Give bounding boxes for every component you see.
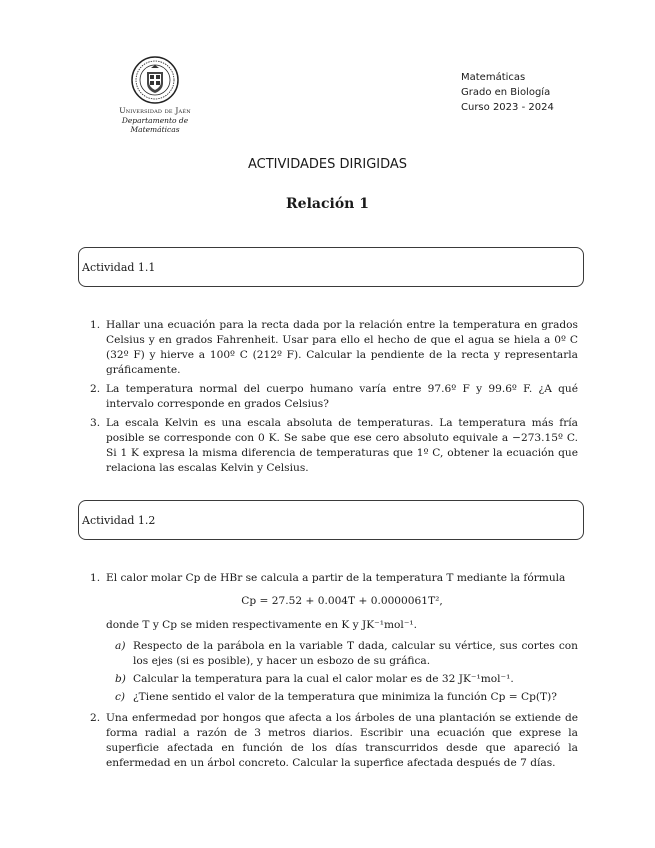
item-intro: El calor molar Cp de HBr se calcula a partir de la temperatura T mediante la fórmula bbox=[106, 572, 566, 584]
activity-1-1-box bbox=[78, 247, 584, 287]
item-number: 2. bbox=[90, 383, 101, 395]
list-item bbox=[90, 318, 578, 378]
department-name: Departamento de Matemáticas bbox=[121, 116, 189, 134]
sub-item bbox=[106, 690, 578, 705]
sub-item bbox=[106, 639, 578, 669]
activity-1-1-list bbox=[90, 318, 578, 480]
item-text: Una enfermedad por hongos que afecta a los árboles de una plantación se extiende de forma radial a razón de 3 metros diarios. Escribir una ecuación que exprese la superficie afectada en función de los días transcurridos desde que apareció la enfermedad en un árbol concreto. Calcular la superfice afectada después de 7 días. bbox=[106, 712, 578, 769]
activity-1-2-box bbox=[78, 500, 584, 540]
course-info bbox=[461, 70, 554, 115]
item-number: 1. bbox=[90, 572, 101, 584]
item-text: La temperatura normal del cuerpo humano varía entre 97.6º F y 99.6º F. ¿A qué intervalo corresponde en grados Celsius? bbox=[106, 383, 578, 410]
activity-1-1-label: Actividad 1.1 bbox=[82, 261, 156, 274]
page-title: ACTIVIDADES DIRIGIDAS bbox=[247, 157, 408, 172]
item-text: Hallar una ecuación para la recta dada por la relación entre la temperatura en grados Celsius y en grados Fahrenheit. Usar para ello el hecho de que el agua se hiela a 0º C (32º F) y hierve a 100º C (212º F). Calcular la pendiente de la recta y representarla gráficamente. bbox=[106, 319, 578, 376]
sub-item-letter: b) bbox=[115, 673, 126, 685]
sub-item-text: Respecto de la parábola en la variable T dada, calcular su vértice, sus cortes con los ejes (si es posible), y hacer un esbozo de su gráfica. bbox=[133, 640, 578, 667]
heat-capacity-formula: Cp = 27.52 + 0.004T + 0.0000061T², bbox=[241, 595, 443, 607]
university-seal-icon bbox=[131, 56, 179, 104]
sub-item-letter: c) bbox=[115, 691, 126, 703]
list-item bbox=[90, 382, 578, 412]
university-name: Universidad de Jaén bbox=[119, 106, 191, 115]
course-degree: Grado en Biología bbox=[461, 87, 551, 98]
sub-item-text: ¿Tiene sentido el valor de la temperatura que minimiza la función Cp = Cp(T)? bbox=[133, 691, 557, 703]
university-logo-block bbox=[98, 56, 212, 134]
activity-1-2-label: Actividad 1.2 bbox=[82, 514, 156, 527]
item-units-note: donde T y Cp se miden respectivamente en K y JK⁻¹mol⁻¹. bbox=[106, 619, 418, 631]
activity-1-2-list bbox=[90, 571, 578, 775]
sub-item bbox=[106, 672, 578, 687]
item-number: 2. bbox=[90, 712, 101, 724]
item-text: La escala Kelvin es una escala absoluta de temperaturas. La temperatura más fría posible se corresponde con 0 K. Se sabe que ese cero absoluto equivale a −273.15º C. Si 1 K expresa la misma diferencia de temperaturas que 1º C, obtener la ecuación que relaciona las escalas Kelvin y Celsius. bbox=[106, 417, 578, 474]
course-subject: Matemáticas bbox=[461, 72, 526, 83]
list-item bbox=[90, 571, 578, 705]
sub-item-text: Calcular la temperatura para la cual el calor molar es de 32 JK⁻¹mol⁻¹. bbox=[133, 673, 514, 685]
list-item bbox=[90, 711, 578, 771]
sub-item-letter: a) bbox=[115, 640, 126, 652]
item-number: 1. bbox=[90, 319, 101, 331]
course-year: Curso 2023 - 2024 bbox=[461, 102, 554, 113]
page-subtitle: Relación 1 bbox=[286, 196, 369, 212]
item-number: 3. bbox=[90, 417, 101, 429]
list-item bbox=[90, 416, 578, 476]
